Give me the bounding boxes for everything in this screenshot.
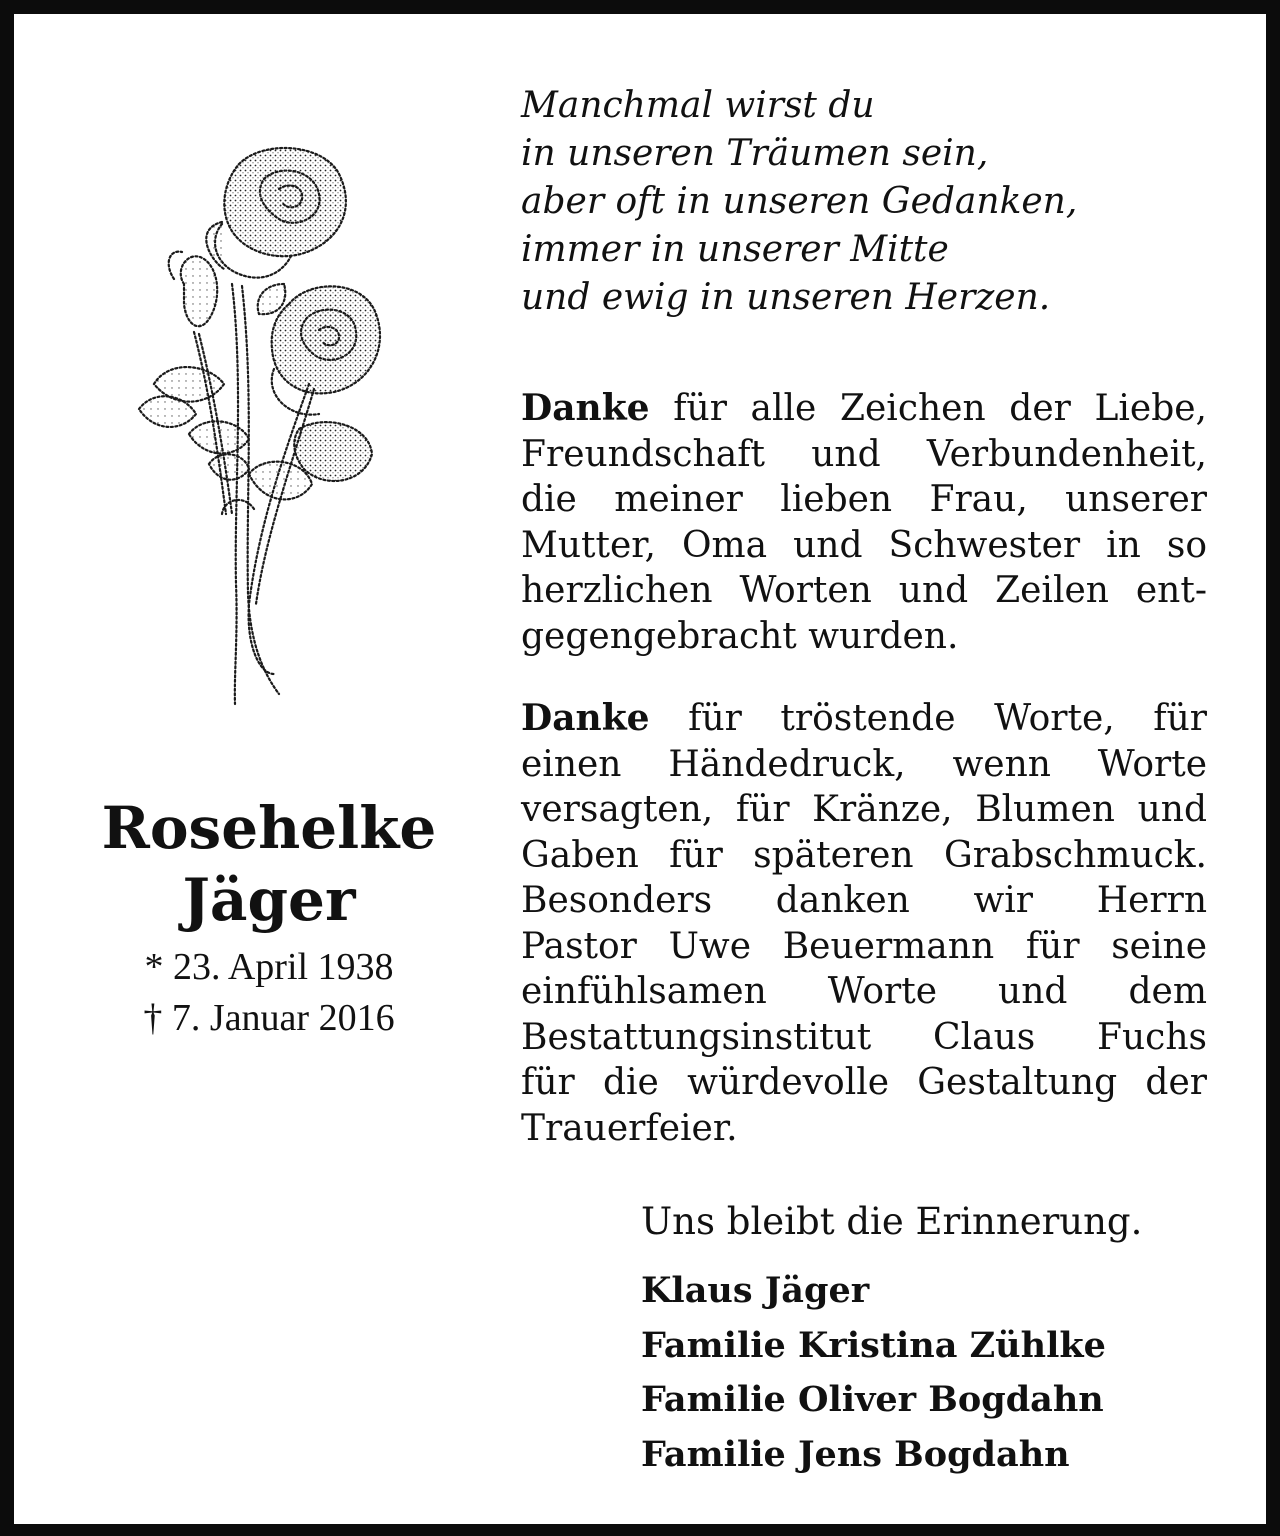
paragraph-line: Bestattungsinstitut Claus Fuchs: [521, 1016, 1207, 1058]
rose-bouquet-icon: [114, 134, 414, 714]
paragraph-line: Mutter, Oma und Schwester in so: [521, 524, 1207, 566]
deceased-last-name: Jäger: [182, 866, 356, 934]
paragraph-text: für tröstende Worte, für: [649, 698, 1207, 739]
paragraph-line: Gaben für späteren Grabschmuck.: [521, 834, 1207, 876]
paragraph-line: Freundschaft und Verbundenheit,: [521, 433, 1207, 475]
poem-line: in unseren Träumen sein,: [521, 133, 989, 174]
poem-line: immer in unserer Mitte: [521, 229, 949, 270]
closing-line: Uns bleibt die Erinnerung.: [641, 1200, 1143, 1243]
paragraph-line: versagten, für Kränze, Blumen und: [521, 789, 1207, 830]
poem-line: Manchmal wirst du: [521, 85, 875, 126]
deceased-first-name: Rosehelke: [101, 794, 437, 862]
paragraph-line: herzlichen Worten und Zeilen ent-: [521, 570, 1207, 611]
signer-name: Familie Oliver Bogdahn: [641, 1379, 1104, 1420]
poem-line: aber oft in unseren Gedanken,: [521, 181, 1078, 222]
paragraph-text: für alle Zeichen der Liebe,: [649, 388, 1207, 429]
thanks-paragraph-1: [521, 386, 1207, 659]
poem-line: und ewig in unseren Herzen.: [521, 277, 1051, 318]
paragraph-line: Trauerfeier.: [521, 1107, 738, 1149]
thanks-paragraph-2: [521, 696, 1207, 1151]
signer-name: Familie Jens Bogdahn: [641, 1433, 1070, 1475]
paragraph-line: gegengebracht wurden.: [521, 615, 959, 657]
signers-list: [641, 1264, 1106, 1482]
paragraph-line: einen Händedruck, wenn Worte: [521, 743, 1207, 785]
death-date: † 7. Januar 2016: [143, 997, 395, 1039]
paragraph-line: einfühlsamen Worte und dem: [521, 971, 1207, 1012]
birth-date: * 23. April 1938: [144, 946, 394, 988]
paragraph-line: Besonders danken wir Herrn: [521, 880, 1207, 921]
paragraph-line: Pastor Uwe Beuermann für seine: [521, 925, 1207, 967]
thanks-lead: Danke: [521, 697, 650, 739]
deceased-block: [54, 792, 484, 1044]
signer-name: Familie Kristina Zühlke: [641, 1324, 1106, 1366]
paragraph-line: für die würdevolle Gestaltung der: [521, 1062, 1207, 1103]
signer-name: Klaus Jäger: [641, 1270, 870, 1311]
paragraph-line: die meiner lieben Frau, unserer: [521, 479, 1207, 520]
thanks-lead: Danke: [521, 387, 650, 429]
poem: [521, 82, 1221, 322]
